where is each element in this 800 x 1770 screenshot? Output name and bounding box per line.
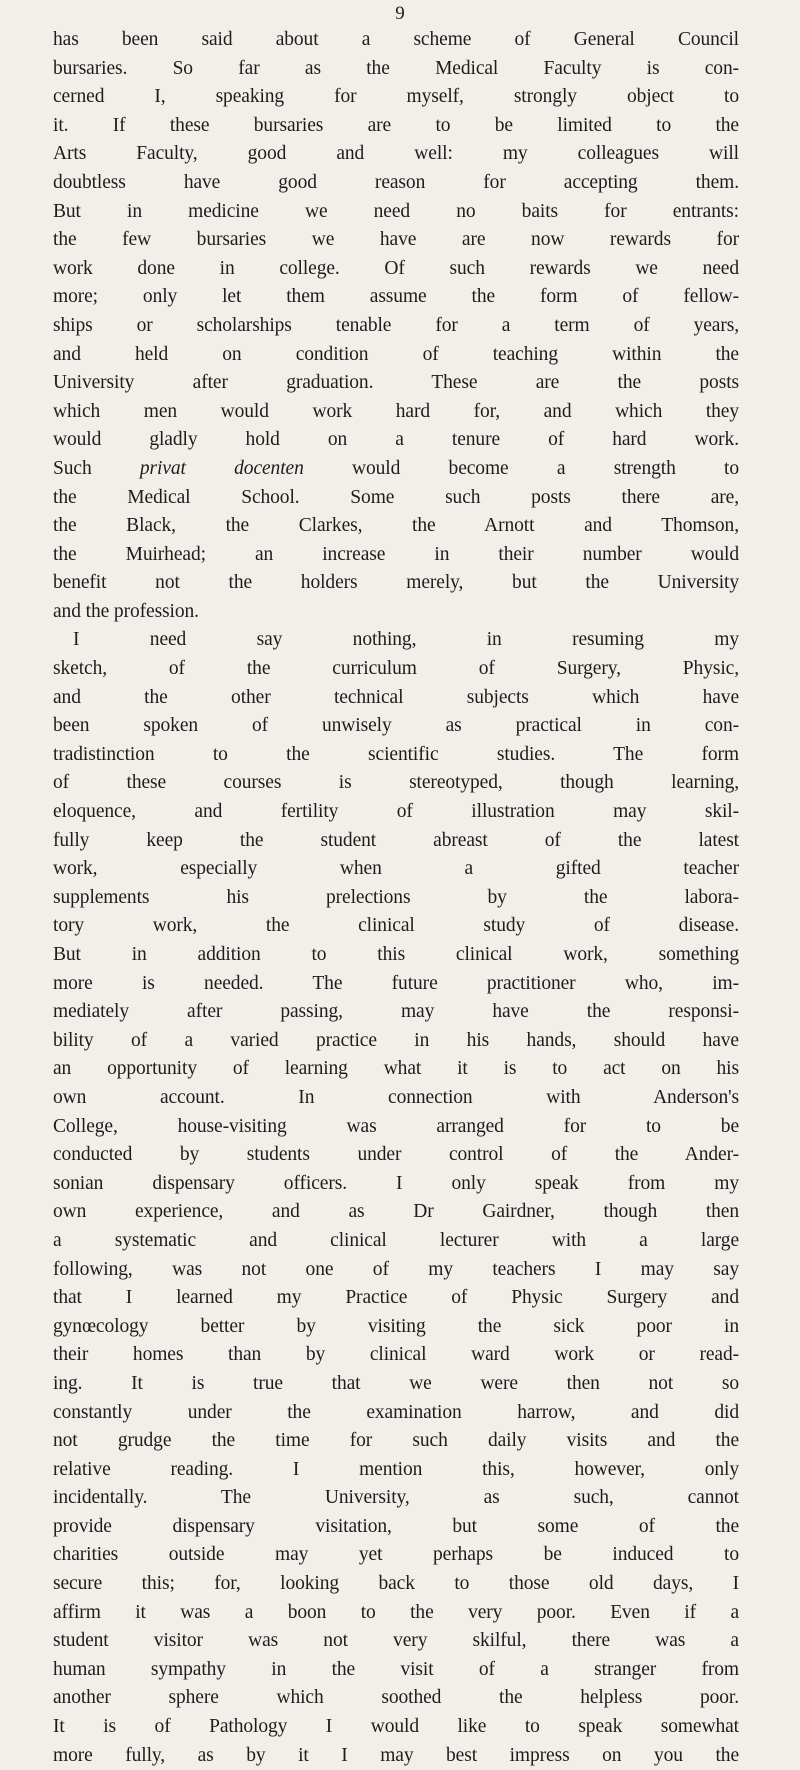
text-line: that I learned my Practice of Physic Surgery and <box>53 1287 739 1309</box>
text-line: which men would work hard for, and which they <box>53 400 739 422</box>
text-line: eloquence, and fertility of illustration may skil- <box>53 801 739 823</box>
text-line: own experience, and as Dr Gairdner, though then <box>53 1201 739 1223</box>
text-line: of these courses is stereotyped, though learning, <box>53 772 739 794</box>
text-line: work done in college. Of such rewards we need <box>53 257 739 279</box>
text-line: University after graduation. These are the posts <box>53 372 739 394</box>
text-line: human sympathy in the visit of a stranger from <box>53 1658 739 1680</box>
text-line: sonian dispensary officers. I only speak from my <box>53 1172 739 1194</box>
text-line: tradistinction to the scientific studies. The form <box>53 743 739 765</box>
text-line: would gladly hold on a tenure of hard work. <box>53 429 739 451</box>
text-line: Arts Faculty, good and well: my colleagues will <box>53 143 739 165</box>
text-line: the few bursaries we have are now rewards for <box>53 229 739 251</box>
text-line: benefit not the holders merely, but the University <box>53 572 739 594</box>
text-line: ships or scholarships tenable for a term of years, <box>53 314 739 336</box>
text-line: But in addition to this clinical work, something <box>53 944 739 965</box>
text-line: more is needed. The future practitioner who, im- <box>53 972 739 994</box>
body-text <box>53 26 739 1770</box>
text-line: It is of Pathology I would like to speak somewhat <box>53 1716 739 1738</box>
text-line: College, house-visiting was arranged for to be <box>53 1115 739 1137</box>
text-line: affirm it was a boon to the very poor. Even if a <box>53 1601 739 1623</box>
text-line: gynœcology better by visiting the sick poor in <box>53 1315 739 1337</box>
text-line: sketch, of the curriculum of Surgery, Physic, <box>53 658 739 680</box>
text-line: following, was not one of my teachers I may say <box>53 1258 739 1280</box>
text-line: work, especially when a gifted teacher <box>53 858 739 880</box>
text-line: a systematic and clinical lecturer with a large <box>53 1229 739 1251</box>
text-line: secure this; for, looking back to those old days, I <box>53 1573 739 1595</box>
text-line: the Muirhead; an increase in their number would <box>53 543 739 565</box>
text-line: the Medical School. Some such posts there are, <box>53 486 739 508</box>
text-line: mediately after passing, may have the responsi- <box>53 1001 739 1023</box>
text-line: constantly under the examination harrow, and did <box>53 1401 739 1423</box>
text-line: provide dispensary visitation, but some of the <box>53 1515 739 1537</box>
text-line: and the other technical subjects which have <box>53 686 739 708</box>
text-line: bility of a varied practice in his hands, should have <box>53 1029 739 1051</box>
text-line: relative reading. I mention this, however, only <box>53 1458 739 1480</box>
text-line: own account. In connection with Anderson's <box>53 1086 739 1108</box>
text-run: Such <box>53 457 140 479</box>
text-line: more; only let them assume the form of fellow- <box>53 286 739 308</box>
text-line: it. If these bursaries are to be limited to the <box>53 114 739 136</box>
text-line: doubtless have good reason for accepting them. <box>53 171 739 193</box>
page-number: 9 <box>395 3 405 24</box>
text-line: an opportunity of learning what it is to act on his <box>53 1058 739 1080</box>
text-line: tory work, the clinical study of disease. <box>53 915 739 937</box>
text-line: incidentally. The University, as such, cannot <box>53 1487 739 1509</box>
text-line: conducted by students under control of the Ander- <box>53 1144 739 1166</box>
text-line: has been said about a scheme of General Council <box>53 29 739 50</box>
text-run: would become a strength to <box>303 457 739 479</box>
text-line: not grudge the time for such daily visits and the <box>53 1430 739 1452</box>
text-line: charities outside may yet perhaps be induced to <box>53 1544 739 1566</box>
text-line: been spoken of unwisely as practical in con- <box>53 715 739 737</box>
text-line: But in medicine we need no baits for entrants: <box>53 200 739 222</box>
text-line: fully keep the student abreast of the latest <box>53 829 739 851</box>
text-line: student visitor was not very skilful, there was a <box>53 1630 739 1652</box>
text-line: the Black, the Clarkes, the Arnott and Thomson, <box>53 515 739 537</box>
text-line: and the profession. <box>53 600 199 622</box>
italic-term: privat docenten <box>139 457 304 479</box>
text-line: more fully, as by it I may best impress on you the <box>53 1744 739 1766</box>
text-line: their homes than by clinical ward work or read- <box>53 1344 739 1366</box>
text-line: bursaries. So far as the Medical Faculty is con- <box>53 57 739 79</box>
text-line <box>53 455 739 484</box>
text-line: cerned I, speaking for myself, strongly object to <box>53 86 739 108</box>
text-line: ing. It is true that we were then not so <box>53 1372 739 1394</box>
text-line: and held on condition of teaching within the <box>53 343 739 365</box>
text-line: another sphere which soothed the helpless poor. <box>53 1687 739 1709</box>
text-line: I need say nothing, in resuming my <box>73 629 739 651</box>
text-line: supplements his prelections by the labora- <box>53 886 739 908</box>
